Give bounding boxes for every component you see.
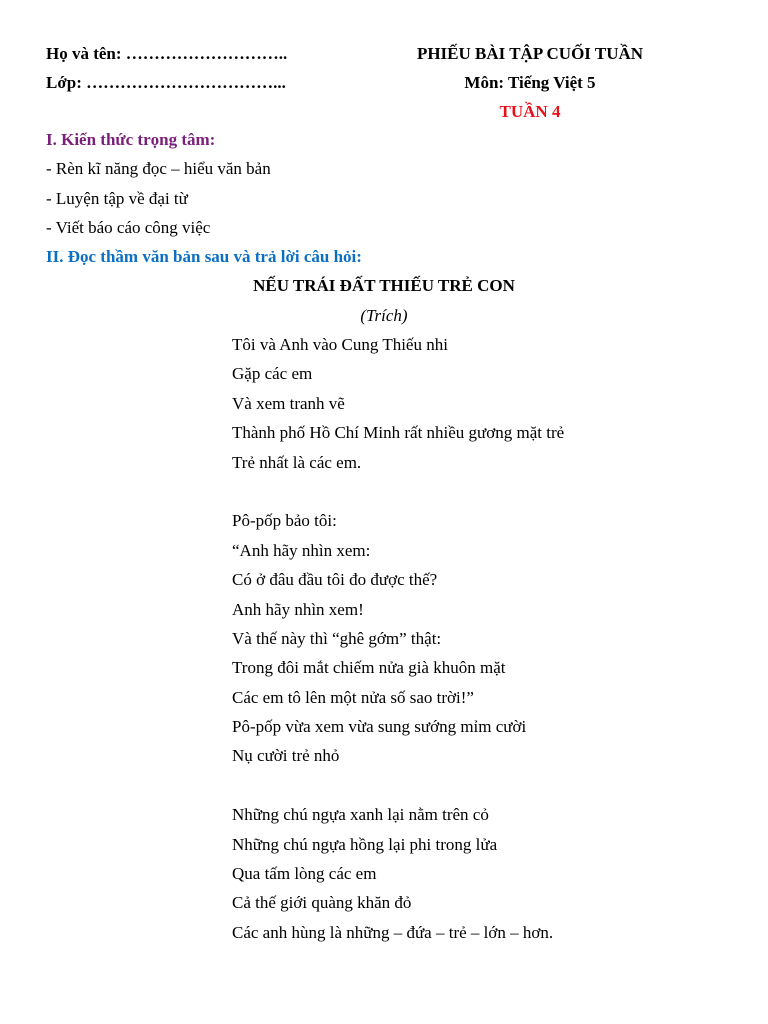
poem-line: Thành phố Hồ Chí Minh rất nhiều gương mặt trẻ xyxy=(232,423,565,443)
poem-body xyxy=(232,335,564,952)
objective-item: - Rèn kĩ năng đọc – hiểu văn bản xyxy=(46,159,271,178)
poem-line: Và xem tranh vẽ xyxy=(232,393,345,413)
class-field-line: Lớp: ……………………………... xyxy=(46,73,286,92)
worksheet-title: PHIẾU BÀI TẬP CUỐI TUẦN xyxy=(416,44,644,63)
poem-line: Những chú ngựa hồng lại phi trong lửa xyxy=(232,834,498,854)
name-field-line: Họ và tên: ……………………….. xyxy=(46,44,288,63)
stanza-break xyxy=(232,482,564,511)
week-label: TUẦN 4 xyxy=(499,102,561,121)
poem-line: Trẻ nhất là các em. xyxy=(232,452,362,472)
objective-item: - Luyện tập về đại từ xyxy=(46,188,188,208)
poem-line: Các anh hùng là những – đứa – trẻ – lớn – hơn. xyxy=(232,922,554,942)
section-2-heading: II. Đọc thầm văn bản sau và trả lời câu hỏi: xyxy=(46,247,362,266)
poem-line: Pô-pốp vừa xem vừa sung sướng mỉm cười xyxy=(232,717,527,737)
poem-line: Qua tấm lòng các em xyxy=(232,864,377,884)
poem-line: Cả thế giới quàng khăn đỏ xyxy=(232,893,412,913)
poem-line: Và thế này thì “ghê gớm” thật: xyxy=(232,628,442,648)
poem-line: Trong đôi mắt chiếm nửa già khuôn mặt xyxy=(232,658,506,678)
poem-line: Có ở đâu đầu tôi đo được thế? xyxy=(232,570,438,590)
stanza-break xyxy=(232,776,564,805)
poem-line: Các em tô lên một nửa số sao trời!” xyxy=(232,687,474,707)
subject-label: Môn: Tiếng Việt 5 xyxy=(464,73,596,92)
section-1-heading: I. Kiến thức trọng tâm: xyxy=(46,130,216,149)
poem-line: Tôi và Anh vào Cung Thiếu nhi xyxy=(232,335,448,354)
objectives-list xyxy=(46,159,271,248)
poem-excerpt-note: (Trích) xyxy=(360,306,408,325)
poem-line: Gặp các em xyxy=(232,364,313,384)
poem-line: Những chú ngựa xanh lại nằm trên cỏ xyxy=(232,805,489,825)
poem-line: Anh hãy nhìn xem! xyxy=(232,599,364,619)
poem-title: NẾU TRÁI ĐẤT THIẾU TRẺ CON xyxy=(253,276,515,295)
objective-item: - Viết báo cáo công việc xyxy=(46,218,211,237)
poem-line: Nụ cười trẻ nhỏ xyxy=(232,746,340,766)
poem-line: “Anh hãy nhìn xem: xyxy=(232,540,371,560)
poem-line: Pô-pốp bảo tôi: xyxy=(232,511,337,531)
